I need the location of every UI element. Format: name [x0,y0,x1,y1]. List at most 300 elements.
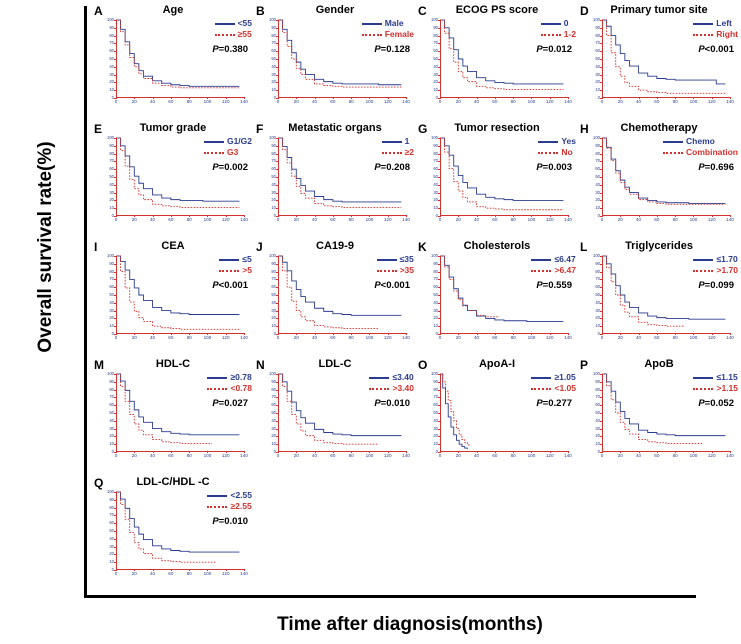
y-tick-label: 70 [109,40,114,46]
legend-label: ≥0.78 [230,372,252,382]
legend-item [219,254,252,265]
x-tick-label: 80 [510,217,516,222]
x-tick-label: 0 [438,217,442,222]
y-tick-label: 90 [109,496,114,502]
x-tick-label: 120 [545,99,554,104]
panel-letter: J [256,240,263,254]
panel-a [92,4,254,122]
y-tick-label: 10 [595,205,600,211]
legend-label: >3.40 [392,383,414,393]
y-tick-label: 50 [433,56,438,61]
panel-row [92,4,740,122]
x-tick-label: 100 [365,453,374,458]
p-value: P=0.696 [698,162,734,173]
panel-legend [219,254,252,276]
x-tick-label: 0 [600,99,604,104]
x-tick-label: 0 [276,99,280,104]
x-tick-label: 60 [330,335,336,340]
legend-solid-line-icon [204,141,224,143]
x-tick-label: 80 [348,99,354,104]
y-tick-label: 0 [597,449,600,454]
y-tick-label: 30 [271,189,276,195]
y-tick-label: 70 [433,394,438,400]
p-value: P=0.099 [698,280,734,291]
x-tick-label: 140 [564,99,572,104]
x-tick-label: 20 [617,99,623,104]
y-tick-label: 100 [107,17,114,22]
x-tick-label: 100 [203,335,212,340]
x-tick-label: 140 [402,453,410,458]
legend-dotted-line-icon [207,506,227,508]
y-tick-label: 30 [271,425,276,431]
y-tick-label: 0 [435,213,438,218]
legend-item [541,29,576,40]
x-tick-label: 120 [707,99,716,104]
y-tick-label: 90 [595,24,600,30]
panel-title: ECOG PS score [455,4,539,16]
x-tick-label: 0 [276,335,280,340]
y-tick-label: 100 [431,17,438,22]
y-tick-label: 50 [433,410,438,415]
x-tick-mark [244,333,245,335]
panel-row [92,358,740,476]
x-tick-label: 80 [510,335,516,340]
x-tick-label: 140 [240,571,248,576]
y-tick-label: 50 [109,56,114,61]
y-tick-label: 40 [595,299,600,305]
x-tick-label: 100 [689,453,698,458]
legend-item [377,254,414,265]
panel-letter: Q [94,476,104,490]
panel-letter: K [418,240,427,254]
x-tick-label: 60 [168,217,174,222]
x-tick-label: 0 [114,571,118,576]
legend-label: Female [384,29,414,39]
x-tick-label: 20 [455,217,461,222]
legend-dotted-line-icon [693,270,713,272]
legend-item [204,147,252,158]
legend-label: Male [384,18,404,28]
x-tick-label: 100 [203,99,212,104]
x-tick-label: 120 [707,335,716,340]
x-tick-label: 80 [672,335,678,340]
legend-label: ≥55 [237,29,252,39]
legend-label: ≤6.47 [554,254,576,264]
x-tick-label: 80 [348,217,354,222]
x-tick-label: 120 [545,453,554,458]
panel-title: HDL-C [155,358,191,370]
p-value: P=0.010 [212,516,248,527]
y-tick-label: 60 [109,520,114,526]
panel-legend [382,136,414,158]
y-tick-label: 20 [109,433,114,439]
x-tick-label: 100 [689,99,698,104]
x-tick-label: 120 [707,217,716,222]
legend-item [207,490,252,501]
x-tick-label: 60 [330,99,336,104]
y-tick-label: 40 [271,63,276,69]
y-tick-label: 60 [595,166,600,172]
legend-dotted-line-icon [207,388,227,390]
p-value: P=0.208 [374,162,410,173]
panel-letter: L [580,240,588,254]
y-tick-label: 20 [595,433,600,439]
p-value: P=0.010 [374,398,410,409]
y-tick-label: 10 [109,559,114,565]
panel-l [578,240,740,358]
panel-legend [541,18,576,40]
y-tick-label: 20 [595,315,600,321]
y-tick-label: 10 [433,323,438,329]
y-tick-label: 60 [433,166,438,172]
x-tick-label: 80 [186,99,192,104]
legend-label: >6.47 [554,265,576,275]
y-tick-label: 70 [433,276,438,282]
panel-title: Metastatic organs [288,122,382,134]
panel-title: LDL-C [318,358,352,370]
y-tick-label: 40 [109,535,114,541]
panel-title: Age [162,4,184,16]
panel-n [254,358,416,476]
y-tick-label: 30 [595,189,600,195]
p-value: P<0.001 [374,280,410,291]
y-tick-label: 70 [271,158,276,164]
curve-secondary [602,256,684,326]
y-tick-label: 0 [597,331,600,336]
x-tick-label: 0 [600,335,604,340]
panel-row [92,476,740,594]
y-tick-label: 70 [595,40,600,46]
y-tick-label: 30 [109,71,114,77]
y-tick-label: 0 [597,213,600,218]
x-tick-label: 80 [510,99,516,104]
y-tick-label: 50 [271,292,276,297]
x-tick-label: 0 [438,453,442,458]
x-tick-label: 40 [474,99,480,104]
panel-title: Tumor grade [139,122,207,134]
y-tick-label: 80 [595,268,600,274]
x-tick-label: 20 [617,453,623,458]
y-tick-label: 80 [433,386,438,392]
y-tick-label: 40 [433,299,438,305]
x-tick-label: 0 [276,453,280,458]
legend-label: >1.70 [716,265,738,275]
legend-label: ≤1.70 [716,254,738,264]
x-tick-label: 120 [383,335,392,340]
panel-k [416,240,578,358]
y-tick-label: 40 [433,417,438,423]
y-tick-label: 0 [111,331,114,336]
x-tick-label: 100 [365,335,374,340]
legend-item [369,372,414,383]
y-tick-label: 80 [109,268,114,274]
y-tick-label: 10 [109,441,114,447]
legend-solid-line-icon [531,259,551,261]
legend-solid-line-icon [693,259,713,261]
y-tick-label: 30 [109,425,114,431]
y-tick-label: 30 [109,543,114,549]
panel-row [92,240,740,358]
y-tick-label: 70 [271,276,276,282]
x-tick-label: 80 [186,571,192,576]
legend-solid-line-icon [693,23,713,25]
y-tick-label: 70 [109,512,114,518]
x-tick-label: 60 [654,335,660,340]
legend-label: ≥2.55 [230,501,252,511]
legend-label: ≤1.15 [716,372,738,382]
y-tick-label: 40 [433,63,438,69]
y-tick-label: 70 [595,276,600,282]
y-tick-label: 80 [595,150,600,156]
panel-title: LDL-C/HDL -C [136,476,210,488]
x-tick-label: 60 [654,99,660,104]
y-tick-label: 10 [271,323,276,329]
y-tick-label: 100 [593,135,600,140]
panel-legend [204,136,252,158]
legend-solid-line-icon [369,377,389,379]
y-tick-label: 0 [597,95,600,100]
x-tick-label: 0 [600,453,604,458]
y-tick-label: 50 [595,410,600,415]
y-tick-label: 0 [435,331,438,336]
legend-label: >5 [242,265,252,275]
y-tick-label: 20 [109,551,114,557]
panel-letter: D [580,4,589,18]
y-tick-label: 10 [109,205,114,211]
legend-label: G3 [226,147,239,157]
y-tick-label: 90 [109,142,114,148]
y-tick-label: 60 [595,402,600,408]
legend-dotted-line-icon [204,152,224,154]
x-tick-mark [244,97,245,99]
x-tick-label: 60 [168,571,174,576]
x-tick-label: 120 [545,217,554,222]
legend-item [362,29,414,40]
legend-label: Left [716,18,732,28]
x-tick-label: 100 [365,99,374,104]
legend-solid-line-icon [538,141,558,143]
legend-dotted-line-icon [219,270,239,272]
legend-item [377,265,414,276]
x-tick-label: 20 [131,571,137,576]
y-tick-label: 90 [433,260,438,266]
x-tick-label: 100 [527,217,536,222]
y-tick-label: 70 [271,40,276,46]
x-tick-label: 60 [492,99,498,104]
legend-solid-line-icon [215,23,235,25]
y-tick-label: 40 [595,63,600,69]
y-tick-label: 20 [433,433,438,439]
y-tick-label: 80 [271,150,276,156]
panel-g [416,122,578,240]
panel-p [578,358,740,476]
x-tick-mark [730,97,731,99]
y-tick-label: 100 [431,253,438,258]
legend-solid-line-icon [541,23,561,25]
x-tick-label: 120 [221,571,230,576]
y-tick-label: 60 [595,284,600,290]
y-tick-label: 20 [595,79,600,85]
x-tick-label: 140 [402,217,410,222]
x-tick-label: 80 [348,335,354,340]
panel-legend [377,254,414,276]
x-tick-label: 20 [293,217,299,222]
y-tick-label: 20 [433,79,438,85]
x-tick-label: 40 [312,99,318,104]
y-tick-label: 20 [595,197,600,203]
x-tick-label: 0 [438,99,442,104]
x-tick-label: 140 [564,335,572,340]
x-tick-label: 40 [150,571,156,576]
x-tick-label: 60 [330,217,336,222]
x-tick-label: 0 [114,99,118,104]
y-tick-label: 50 [109,174,114,179]
x-tick-label: 0 [114,453,118,458]
y-tick-label: 30 [595,425,600,431]
y-tick-label: 100 [107,253,114,258]
legend-item [538,147,576,158]
legend-label: 1 [404,136,410,146]
legend-item [693,18,738,29]
x-tick-label: 140 [726,335,734,340]
panel-letter: A [94,4,103,18]
legend-dotted-line-icon [362,34,382,36]
panel-row [92,122,740,240]
x-tick-label: 100 [689,335,698,340]
y-tick-label: 50 [433,292,438,297]
x-tick-mark [406,215,407,217]
y-tick-label: 10 [433,87,438,93]
y-tick-label: 100 [269,371,276,376]
x-tick-label: 40 [474,453,480,458]
legend-dotted-line-icon [531,270,551,272]
y-tick-label: 80 [109,386,114,392]
panel-letter: H [580,122,589,136]
x-tick-mark [406,97,407,99]
x-tick-label: 60 [168,335,174,340]
y-tick-label: 30 [109,307,114,313]
y-tick-label: 10 [595,323,600,329]
panel-m [92,358,254,476]
y-tick-label: 80 [271,386,276,392]
y-tick-label: 10 [109,323,114,329]
y-tick-label: 40 [271,299,276,305]
y-tick-label: 20 [271,315,276,321]
p-value: P=0.128 [374,44,410,55]
legend-label: ≤5 [242,254,252,264]
y-tick-label: 70 [109,158,114,164]
legend-dotted-line-icon [531,388,551,390]
legend-item [362,18,414,29]
legend-item [541,18,576,29]
y-tick-label: 70 [109,276,114,282]
legend-solid-line-icon [377,259,397,261]
legend-item [204,136,252,147]
panel-letter: G [418,122,428,136]
panel-legend [693,372,738,394]
y-tick-label: 80 [109,504,114,510]
x-tick-label: 20 [455,453,461,458]
y-tick-label: 80 [271,32,276,38]
y-tick-label: 10 [271,441,276,447]
legend-label: <55 [237,18,252,28]
legend-item [531,254,576,265]
legend-label: ≤35 [399,254,414,264]
x-tick-label: 40 [312,453,318,458]
y-tick-label: 90 [271,142,276,148]
y-tick-label: 30 [109,189,114,195]
x-tick-label: 20 [131,217,137,222]
y-tick-label: 60 [595,48,600,54]
panel-title: CEA [161,240,185,252]
x-tick-label: 40 [474,335,480,340]
x-tick-mark [406,451,407,453]
x-tick-mark [568,97,569,99]
x-tick-label: 120 [221,453,230,458]
x-tick-label: 0 [114,217,118,222]
p-value: P<0.001 [698,44,734,55]
y-tick-label: 0 [273,449,276,454]
panel-title: Triglycerides [625,240,693,252]
y-tick-label: 10 [109,87,114,93]
y-tick-label: 40 [271,417,276,423]
x-tick-label: 20 [293,99,299,104]
y-tick-label: 100 [269,253,276,258]
legend-solid-line-icon [693,377,713,379]
legend-item [693,265,738,276]
y-tick-label: 10 [595,87,600,93]
y-tick-label: 70 [433,40,438,46]
x-tick-label: 140 [564,453,572,458]
x-tick-label: 100 [365,217,374,222]
panel-title: ApoB [644,358,674,370]
legend-label: Combination [686,147,738,157]
y-tick-label: 40 [271,181,276,187]
panel-c [416,4,578,122]
x-tick-label: 140 [726,453,734,458]
figure-x-axis-line [84,595,696,598]
x-tick-label: 100 [203,217,212,222]
panel-title: Tumor resection [454,122,540,134]
y-tick-label: 80 [109,150,114,156]
y-tick-label: 10 [595,441,600,447]
x-tick-label: 120 [383,453,392,458]
y-tick-label: 30 [271,307,276,313]
y-tick-label: 50 [595,292,600,297]
x-tick-mark [730,451,731,453]
y-tick-label: 30 [433,425,438,431]
legend-label: ≥2 [404,147,414,157]
x-tick-mark [406,333,407,335]
y-tick-label: 100 [107,371,114,376]
y-tick-label: 10 [271,205,276,211]
x-tick-label: 40 [150,99,156,104]
legend-dotted-line-icon [377,270,397,272]
y-tick-label: 0 [273,213,276,218]
x-tick-mark [730,333,731,335]
p-value: P=0.012 [536,44,572,55]
y-tick-label: 70 [109,394,114,400]
panel-letter: N [256,358,265,372]
p-value: P=0.027 [212,398,248,409]
figure-y-axis-line [84,6,87,598]
y-tick-label: 10 [433,205,438,211]
panel-h [578,122,740,240]
legend-solid-line-icon [207,377,227,379]
y-tick-label: 100 [431,135,438,140]
x-tick-label: 80 [672,217,678,222]
y-tick-label: 10 [433,441,438,447]
